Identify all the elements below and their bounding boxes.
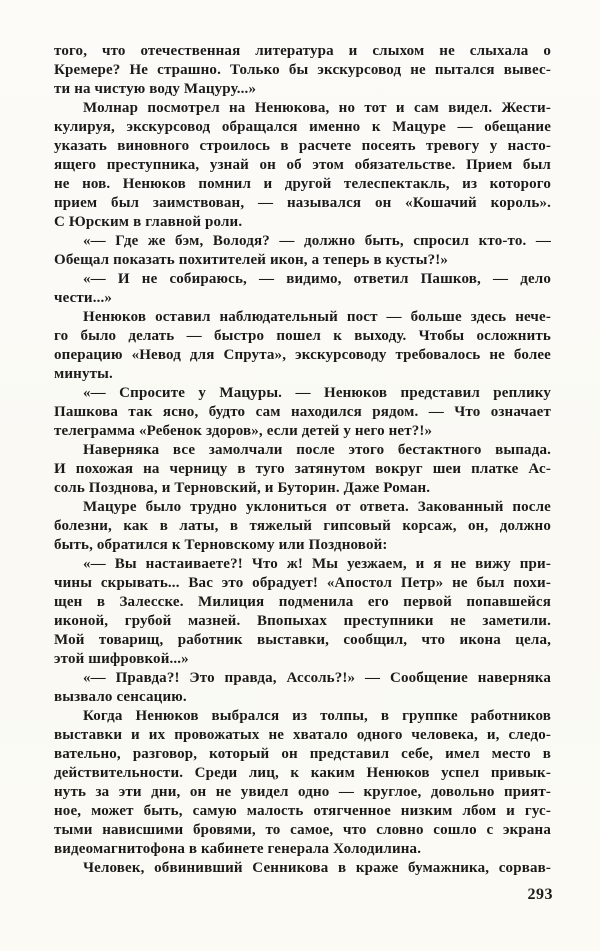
- text-line: действительности. Среди лиц, к каким Ненюков успел привык-: [54, 765, 551, 781]
- text-line: соль Позднова, и Терновский, и Буторин. Даже Роман.: [54, 480, 431, 496]
- text-line: Наверняка все замолчали после этого бестактного выпада.: [83, 442, 551, 458]
- text-line: щен в Залесске. Милиция подменила его первой попавшейся: [54, 594, 551, 610]
- text-line: С Юрским в главной роли.: [54, 214, 243, 230]
- text-line: указать виновного строилось в расчете посеять тревогу у насто-: [54, 138, 551, 154]
- text-line: Мацуре было трудно уклониться от ответа. Закованный после: [83, 499, 551, 515]
- text-line: вызвало сенсацию.: [54, 689, 187, 705]
- page-number: 293: [527, 886, 553, 903]
- text-line: вательно, разговор, который он представил себе, имел место в: [54, 746, 551, 762]
- text-line: тыми нависшими бровями, то самое, что словно сошло с экрана: [54, 822, 551, 838]
- text-line: Пашкова так ясно, будто сам находился рядом. — Что означает: [54, 404, 551, 420]
- text-line: операцию «Невод для Спрута», экскурсоводу требовалось не более: [54, 347, 551, 363]
- text-line: Мой товарищ, работник выставки, сообщил, что икона цела,: [54, 632, 551, 648]
- text-line: ящего преступника, узнай он об этом обязательстве. Прием был: [54, 157, 551, 173]
- text-line: минуты.: [54, 366, 113, 382]
- text-line: Кремере? Не страшно. Только бы экскурсовод не пытался вывес-: [54, 62, 551, 78]
- text-line: кулируя, экскурсовод обращался именно к Мацуре — обещание: [54, 119, 551, 135]
- text-block: [54, 42, 551, 878]
- text-line: прием был заимствован, — назывался он «Кошачий король».: [54, 195, 551, 211]
- text-line: болезни, как в латы, в тяжелый гипсовый корсаж, он, должно: [54, 518, 551, 534]
- text-line: чины скрывать... Вас это обрадует! «Апостол Петр» не был похи-: [54, 575, 551, 591]
- text-line: И похожая на черницу в туго затянутом вокруг шеи платке Ас-: [54, 461, 551, 477]
- text-line: быть, обратился к Терновскому или Поздновой:: [54, 537, 388, 553]
- text-line: «— Вы настаиваете?! Что ж! Мы уезжаем, и я не вижу при-: [83, 556, 551, 572]
- text-line: нуть за эти дни, он не увидел одно — круглое, довольно прият-: [54, 784, 551, 800]
- text-line: Ненюков оставил наблюдательный пост — больше здесь нече-: [83, 309, 551, 325]
- text-line: ти на чистую воду Мацуру...»: [54, 81, 257, 97]
- text-line: не нов. Ненюков помнил и другой телеспектакль, из которого: [54, 176, 551, 192]
- text-line: «— Где же бэм, Володя? — должно быть, спросил кто-то. —: [83, 233, 551, 249]
- text-line: того, что отечественная литература и слыхом не слыхала о: [54, 43, 551, 59]
- text-line: го было делать — быстро пошел к выходу. Чтобы осложнить: [54, 328, 551, 344]
- text-line: Когда Ненюков выбрался из толпы, в группке работников: [83, 708, 551, 724]
- text-line: этой шифровкой...»: [54, 651, 189, 667]
- text-line: чести...»: [54, 290, 113, 306]
- text-line: иконой, грубой мазней. Впопыхах преступники не заметили.: [54, 613, 551, 629]
- text-line: телеграмма «Ребенок здоров», если детей у него нет?!»: [54, 423, 433, 439]
- text-line: «— И не собираюсь, — видимо, ответил Пашков, — дело: [83, 271, 551, 287]
- text-line: «— Правда?! Это правда, Ассоль?!» — Сообщение наверняка: [83, 670, 551, 686]
- text-line: Обещал показать похитителей икон, а теперь в кусты?!»: [54, 252, 449, 268]
- text-line: Человек, обвинивший Сенникова в краже бумажника, сорвав-: [83, 860, 551, 876]
- text-line: выставки и их провожатых не хватало одного человека, и, следо-: [54, 727, 551, 743]
- text-line: «— Спросите у Мацуры. — Ненюков представил реплику: [83, 385, 551, 401]
- text-line: Молнар посмотрел на Ненюкова, но тот и сам видел. Жести-: [83, 100, 551, 116]
- text-line: ное, может быть, самую малость отягченное низким лбом и гус-: [54, 803, 551, 819]
- text-line: видеомагнитофона в кабинете генерала Холодилина.: [54, 841, 422, 857]
